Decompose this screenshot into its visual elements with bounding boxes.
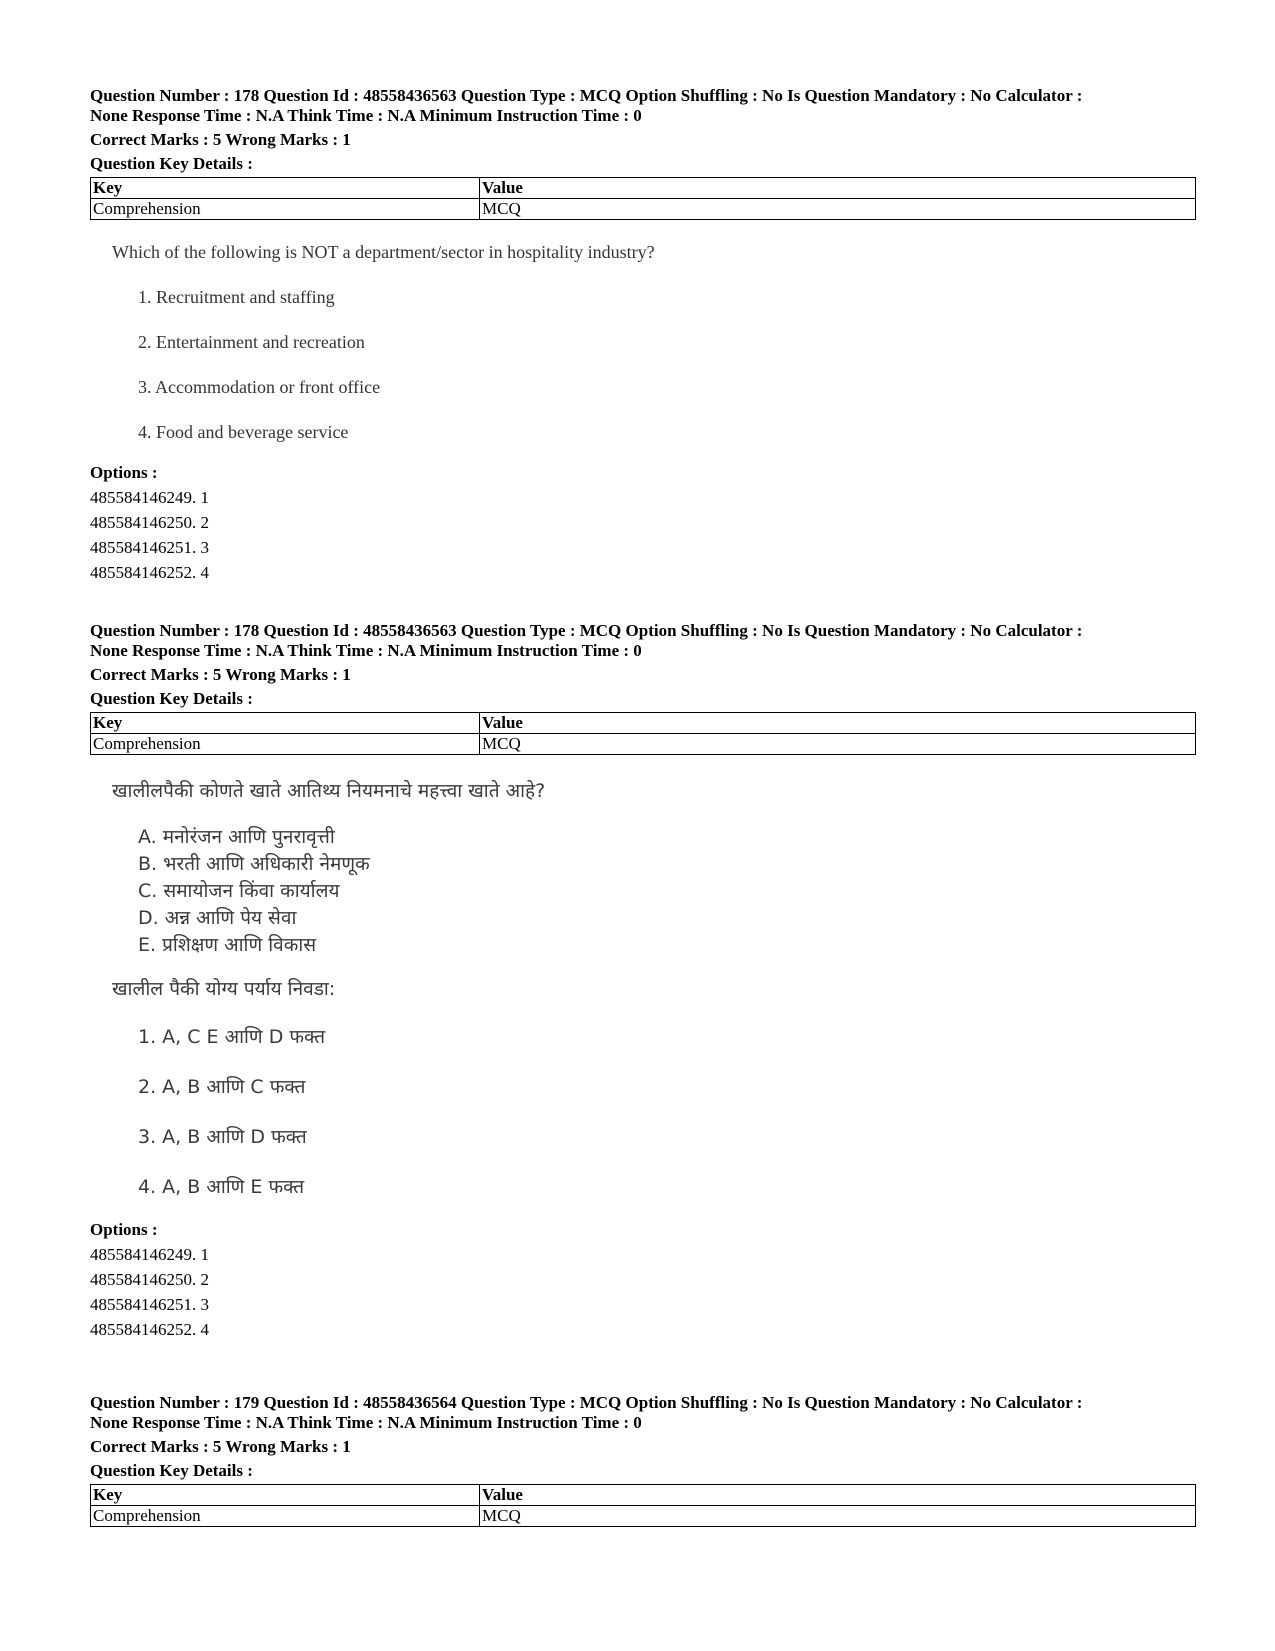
question-key-details-label: Question Key Details :	[90, 1461, 253, 1480]
value-cell: MCQ	[480, 734, 1196, 755]
question-stem: Which of the following is NOT a department/sector in hospitality industry?	[112, 242, 655, 262]
question-choice: 3. Accommodation or front office	[138, 377, 381, 397]
options-list	[90, 1217, 1196, 1342]
question-key-details-label: Question Key Details :	[90, 689, 253, 708]
question-key-table	[90, 712, 1196, 755]
question-instruction: खालील पैकी योग्य पर्याय निवडा:	[112, 978, 336, 1000]
value-header: Value	[480, 713, 1196, 734]
key-table-row	[91, 199, 1196, 220]
options-label: Options :	[90, 1220, 158, 1239]
question-statement: D. अन्न आणि पेय सेवा	[138, 907, 297, 929]
option-item: 485584146249. 1	[90, 1245, 209, 1264]
option-item: 485584146251. 3	[90, 1295, 209, 1314]
question-choice: 4. Food and beverage service	[138, 422, 349, 442]
key-cell: Comprehension	[91, 199, 480, 220]
question-key-table	[90, 1484, 1196, 1527]
question-meta	[90, 86, 1196, 174]
question-statement: A. मनोरंजन आणि पुनरावृत्ती	[138, 826, 335, 848]
question-block-178-english	[90, 86, 1196, 585]
key-header: Key	[91, 713, 480, 734]
question-meta-line1: Question Number : 178 Question Id : 48558436563 Question Type : MCQ Option Shuffling : No Is Question Mandatory : No Calculator :	[90, 621, 1083, 640]
option-item: 485584146252. 4	[90, 563, 209, 582]
question-meta	[90, 1393, 1196, 1481]
value-cell: MCQ	[480, 199, 1196, 220]
question-statement: E. प्रशिक्षण आणि विकास	[138, 934, 317, 956]
question-choice: 2. Entertainment and recreation	[138, 332, 365, 352]
option-item: 485584146249. 1	[90, 488, 209, 507]
key-table-row	[91, 734, 1196, 755]
question-choice: 1. A, C E आणि D फक्त	[138, 1026, 326, 1048]
question-meta-line2: None Response Time : N.A Think Time : N.A Minimum Instruction Time : 0	[90, 106, 642, 125]
question-marks: Correct Marks : 5 Wrong Marks : 1	[90, 1437, 351, 1456]
options-label: Options :	[90, 463, 158, 482]
question-key-table	[90, 177, 1196, 220]
key-cell: Comprehension	[91, 1506, 480, 1527]
question-marks: Correct Marks : 5 Wrong Marks : 1	[90, 665, 351, 684]
question-meta-line1: Question Number : 178 Question Id : 48558436563 Question Type : MCQ Option Shuffling : No Is Question Mandatory : No Calculator :	[90, 86, 1083, 105]
question-stem: खालीलपैकी कोणते खाते आतिथ्य नियमनाचे महत्त्वा खाते आहे?	[112, 780, 546, 802]
key-cell: Comprehension	[91, 734, 480, 755]
key-table-header-row	[91, 713, 1196, 734]
value-cell: MCQ	[480, 1506, 1196, 1527]
question-block-179	[90, 1393, 1196, 1527]
question-marks: Correct Marks : 5 Wrong Marks : 1	[90, 130, 351, 149]
key-table-header-row	[91, 1485, 1196, 1506]
question-meta-line2: None Response Time : N.A Think Time : N.A Minimum Instruction Time : 0	[90, 1413, 642, 1432]
question-meta	[90, 621, 1196, 709]
key-header: Key	[91, 1485, 480, 1506]
question-choice: 1. Recruitment and staffing	[138, 287, 335, 307]
question-block-178-marathi	[90, 621, 1196, 1342]
value-header: Value	[480, 1485, 1196, 1506]
question-statement: B. भरती आणि अधिकारी नेमणूक	[138, 853, 370, 875]
option-item: 485584146250. 2	[90, 513, 209, 532]
question-choice: 3. A, B आणि D फक्त	[138, 1126, 307, 1148]
value-header: Value	[480, 178, 1196, 199]
option-item: 485584146251. 3	[90, 538, 209, 557]
question-choice: 4. A, B आणि E फक्त	[138, 1176, 305, 1198]
question-content	[90, 755, 1196, 1198]
option-item: 485584146252. 4	[90, 1320, 209, 1339]
question-choice: 2. A, B आणि C फक्त	[138, 1076, 306, 1098]
key-header: Key	[91, 178, 480, 199]
option-item: 485584146250. 2	[90, 1270, 209, 1289]
key-table-header-row	[91, 178, 1196, 199]
question-key-details-label: Question Key Details :	[90, 154, 253, 173]
question-content	[90, 220, 1196, 450]
question-meta-line1: Question Number : 179 Question Id : 48558436564 Question Type : MCQ Option Shuffling : No Is Question Mandatory : No Calculator :	[90, 1393, 1083, 1412]
question-statement: C. समायोजन किंवा कार्यालय	[138, 880, 340, 902]
question-meta-line2: None Response Time : N.A Think Time : N.A Minimum Instruction Time : 0	[90, 641, 642, 660]
options-list	[90, 460, 1196, 585]
key-table-row	[91, 1506, 1196, 1527]
